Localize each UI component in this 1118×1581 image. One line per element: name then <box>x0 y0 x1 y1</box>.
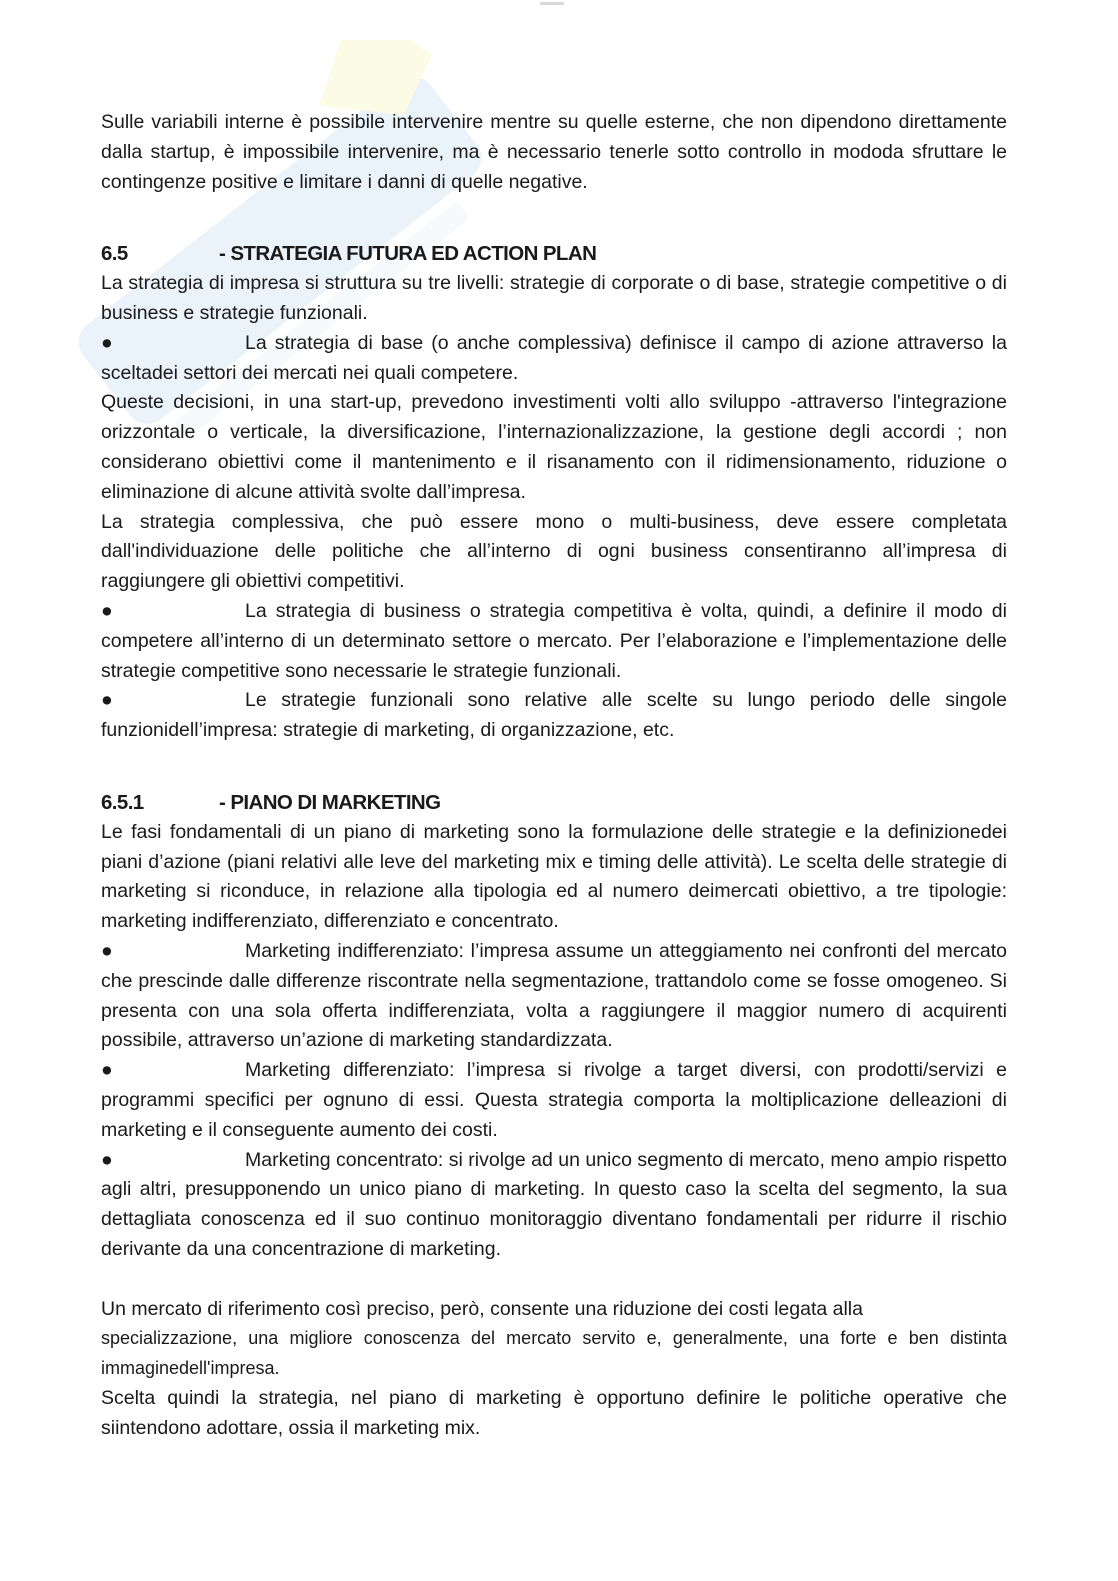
bullet-text: Le strategie funzionali sono relative alle scelte su lungo periodo delle singole funzionidell’impresa: strategie di marketing, di organizzazione, etc. <box>101 689 1007 742</box>
section-number: 6.5 <box>101 242 128 266</box>
section-title: - STRATEGIA FUTURA ED ACTION PLAN <box>219 242 597 266</box>
bullet-item <box>101 686 1007 746</box>
bullet-item <box>101 597 1007 686</box>
paragraph: specializzazione, una migliore conoscenza del mercato servito e, generalmente, una forte e ben distinta immaginedell'impresa. <box>101 1328 1007 1379</box>
intro-paragraph: Sulle variabili interne è possibile intervenire mentre su quelle esterne, che non dipendono direttamente dalla startup, è impossibile intervenire, ma è necessario tenerle sotto controllo in mododa sfruttare le contingenze positive e limitare i danni di quelle negative. <box>101 111 1007 193</box>
section-heading-6-5 <box>101 239 1007 269</box>
bullet-icon: ● <box>101 1059 113 1082</box>
bullet-icon: ● <box>101 599 113 622</box>
paragraph: La strategia di impresa si struttura su tre livelli: strategie di corporate o di base, strategie competitive o di business e strategie funzionali. <box>101 272 1007 324</box>
section-number: 6.5.1 <box>101 790 144 814</box>
paragraph: La strategia complessiva, che può essere mono o multi-business, deve essere completata dall'individuazione delle politiche che all’interno di ogni business consentiranno all’impresa di raggiungere gli obiettivi competitivi. <box>101 510 1007 593</box>
bullet-item <box>101 937 1007 1056</box>
bullet-item <box>101 329 1007 389</box>
paragraph: Scelta quindi la strategia, nel piano di marketing è opportuno definire le politiche operative che siintendono adottare, ossia il marketing mix. <box>101 1387 1007 1439</box>
bullet-text: Marketing indifferenziato: l’impresa assume un atteggiamento nei confronti del mercato che prescinde dalle differenze riscontrate nella segmentazione, trattandolo come se fosse omogeneo. Si presenta con una sola offerta indifferenziata, volta a raggiungere il maggior numero di acquirenti possibile, attraverso un’azione di marketing standardizzata. <box>101 939 1007 1052</box>
bullet-text: La strategia di business o strategia competitiva è volta, quindi, a definire il modo di competere all’interno di un determinato settore o mercato. Per l’elaborazione e l’implementazione delle strategie competitive sono necessarie le strategie funzionali. <box>101 599 1007 682</box>
section-heading-6-5-1 <box>101 788 1007 818</box>
page-top-mark <box>540 2 564 5</box>
bullet-icon: ● <box>101 689 113 712</box>
bullet-item <box>101 1056 1007 1145</box>
spacer <box>101 1265 1007 1295</box>
spacer <box>101 197 1007 227</box>
document-page <box>101 108 1007 1444</box>
paragraph-line: Un mercato di riferimento così preciso, però, consente una riduzione dei costi legata alla <box>101 1297 863 1320</box>
bullet-icon: ● <box>101 331 113 354</box>
bullet-text: Marketing concentrato: si rivolge ad un unico segmento di mercato, meno ampio rispetto agli altri, presupponendo un unico piano di marketing. In questo caso la scelta del segmento, la sua dettagliata conoscenza ed il suo continuo monitoraggio diventano fondamentali per ridurre il rischio derivante da una concentrazione di marketing. <box>101 1148 1007 1260</box>
bullet-text: La strategia di base (o anche complessiva) definisce il campo di azione attraverso la sceltadei settori dei mercati nei quali competere. <box>101 331 1007 384</box>
paragraph: Le fasi fondamentali di un piano di marketing sono la formulazione delle strategie e la definizionedei piani d’azione (piani relativi alle leve del marketing mix e timing delle attività). Le scelta delle strategie di marketing si riconduce, in relazione alla tipologia ed al numero deimercati obiettivo, a tre tipologie: marketing indifferenziato, differenziato e concentrato. <box>101 820 1007 933</box>
spacer <box>101 746 1007 776</box>
paragraph: Queste decisioni, in una start-up, prevedono investimenti volti allo sviluppo -attraverso l'integrazione orizzontale o verticale, la diversificazione, l’internazionalizzazione, la gestione degli accordi ; non considerano obiettivi come il mantenimento e il risanamento con il ridimensionamento, riduzione o eliminazione di alcune attività svolte dall’impresa. <box>101 391 1007 503</box>
section-title: - PIANO DI MARKETING <box>219 790 441 814</box>
bullet-icon: ● <box>101 1148 113 1171</box>
bullet-text: Marketing differenziato: l’impresa si rivolge a target diversi, con prodotti/servizi e programmi specifici per ognuno di essi. Questa strategia comporta la moltiplicazione delleazioni di marketing e il conseguente aumento dei costi. <box>101 1059 1007 1141</box>
bullet-icon: ● <box>101 939 113 962</box>
bullet-item <box>101 1146 1007 1265</box>
